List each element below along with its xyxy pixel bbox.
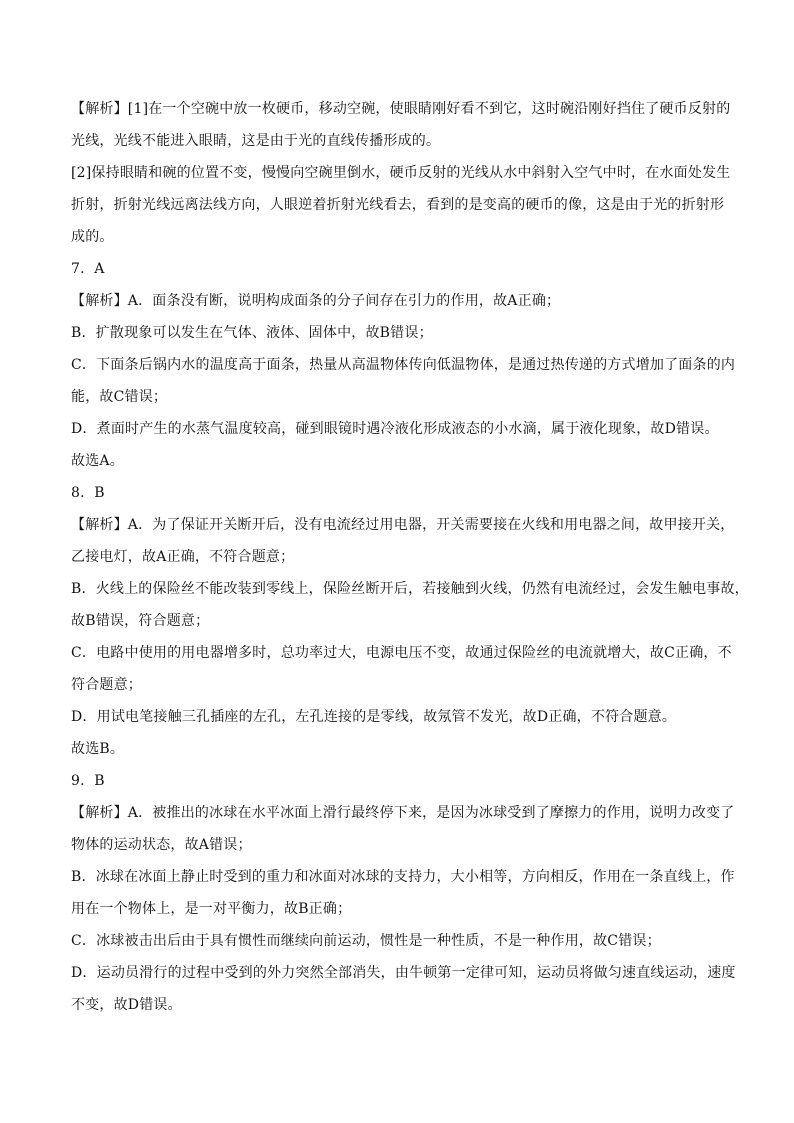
text-line: 故B错误，符合题意； [71,613,210,629]
text-line: 【解析】A．被推出的冰球在水平冰面上滑行最终停下来，是因为冰球受到了摩擦力的作用，说明力改变了 [71,805,735,821]
text-line: 【解析】A．面条没有断，说明构成面条的分子间存在引力的作用，故A正确； [71,293,561,309]
text-line: 故选A。 [71,453,124,469]
question-number: 9．B [71,773,105,789]
question-number: 7．A [71,261,105,277]
text-line: D．煮面时产生的水蒸气温度较高，碰到眼镜时遇冷液化形成液态的小水滴，属于液化现象，故D错误。 [71,421,719,437]
text-line: 物体的运动状态，故A错误； [71,837,252,853]
text-line: B．扩散现象可以发生在气体、液体、固体中，故B错误； [71,325,433,341]
text-line: 用在一个物体上，是一对平衡力，故B正确； [71,901,352,917]
text-line: C．下面条后锅内水的温度高于面条，热量从高温物体传向低温物体，是通过热传递的方式增加了面条的内 [71,357,736,373]
text-line: 能，故C错误； [71,389,168,405]
text-line: D．用试电笔接触三孔插座的左孔，左孔连接的是零线，故氖管不发光，故D正确，不符合题意。 [71,709,677,725]
text-line: 故选B。 [71,741,125,757]
document-page [71,98,749,1026]
text-line: C．电路中使用的用电器增多时，总功率过大，电源电压不变，故通过保险丝的电流就增大，故C正确，不 [71,645,732,661]
text-line: 成的。 [71,229,114,245]
text-line: B．火线上的保险丝不能改装到零线上，保险丝断开后，若接触到火线，仍然有电流经过，会发生触电事故， [71,581,749,597]
text-line: 符合题意； [71,677,142,693]
question-number: 8．B [71,485,105,501]
text-line: 乙接电灯，故A正确，不符合题意； [71,549,295,565]
text-line: C．冰球被击出后由于具有惯性而继续向前运动，惯性是一种性质，不是一种作用，故C错误； [71,933,661,949]
text-line: 不变，故D错误。 [71,997,182,1013]
text-line: D．运动员滑行的过程中受到的外力突然全部消失，由牛顿第一定律可知，运动员将做匀速直线运动，速度 [71,965,736,981]
text-line: B．冰球在冰面上静止时受到的重力和冰面对冰球的支持力，大小相等，方向相反，作用在一条直线上，作 [71,869,735,885]
text-line: 光线，光线不能进入眼睛，这是由于光的直线传播形成的。 [71,133,441,149]
text-line: 折射，折射光线远离法线方向，人眼逆着折射光线看去，看到的是变高的硬币的像，这是由于光的折射形 [71,197,725,213]
text-line: 【解析】A．为了保证开关断开后，没有电流经过用电器，开关需要接在火线和用电器之间，故甲接开关， [71,517,735,533]
text-line: 【解析】[1]在一个空碗中放一枚硬币，移动空碗，使眼睛刚好看不到它，这时碗沿刚好挡住了硬币反射的 [71,101,731,117]
text-line: [2]保持眼睛和碗的位置不变，慢慢向空碗里倒水，硬币反射的光线从水中斜射入空气中时，在水面处发生 [71,165,731,181]
